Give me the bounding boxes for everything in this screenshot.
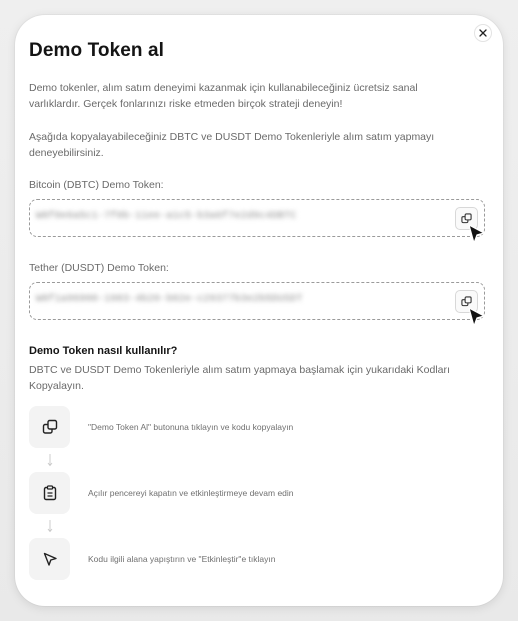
dusdt-token-value: W8f1a96900-1983-4b20-b02e-c29377b3e2b5DUSDT <box>36 294 303 305</box>
dbtc-token-field <box>29 199 485 237</box>
copy-icon <box>42 419 58 435</box>
mouse-cursor-icon <box>467 306 487 328</box>
step-text: Kodu ilgili alana yapıştırın ve "Etkinleştir"e tıklayın <box>88 554 276 564</box>
howto-description: DBTC ve DUSDT Demo Tokenleriyle alım satım yapmaya başlamak için yukarıdaki Kodları Kopyalayın. <box>29 364 450 392</box>
dbtc-token-label: Bitcoin (DBTC) Demo Token: <box>29 179 164 191</box>
close-button[interactable] <box>474 24 492 42</box>
demo-token-modal <box>15 15 503 606</box>
instructions-text: Aşağıda kopyalayabileceğiniz DBTC ve DUSDT Demo Tokenleriyle alım satım yapmayı deneyebilirsiniz. <box>29 131 435 159</box>
modal-title: Demo Token al <box>29 40 165 61</box>
step-icon-container <box>29 406 70 448</box>
copy-icon <box>461 213 472 224</box>
step-item <box>29 406 489 448</box>
close-icon <box>479 29 487 37</box>
step-item <box>29 538 489 580</box>
dbtc-token-value: W8f0e6a5c1-7f0b-11ee-a1c5-b3a6f7e2d9c4DBTC <box>36 211 297 222</box>
copy-dbtc-button[interactable] <box>455 207 478 230</box>
copy-dusdt-button[interactable] <box>455 290 478 313</box>
dusdt-token-label: Tether (DUSDT) Demo Token: <box>29 262 169 274</box>
step-connector-arrow-icon <box>29 448 70 472</box>
step-connector-arrow-icon <box>29 514 70 538</box>
step-icon-container <box>29 472 70 514</box>
step-text: "Demo Token Al" butonuna tıklayın ve kodu kopyalayın <box>88 422 294 432</box>
steps-list <box>29 406 489 580</box>
copy-icon <box>461 296 472 307</box>
mouse-cursor-icon <box>467 223 487 245</box>
step-text: Açılır pencereyi kapatın ve etkinleştirmeye devam edin <box>88 488 294 498</box>
intro-text: Demo tokenler, alım satım deneyimi kazanmak için kullanabileceğiniz ücretsiz sanal varlıklardır. Gerçek fonlarınızı riske etmeden birçok strateji deneyin! <box>29 82 418 110</box>
pointer-arrow-icon <box>42 551 58 567</box>
howto-title: Demo Token nasıl kullanılır? <box>29 345 178 357</box>
step-item <box>29 472 489 514</box>
step-icon-container <box>29 538 70 580</box>
dusdt-token-field <box>29 282 485 320</box>
clipboard-icon <box>42 485 58 501</box>
